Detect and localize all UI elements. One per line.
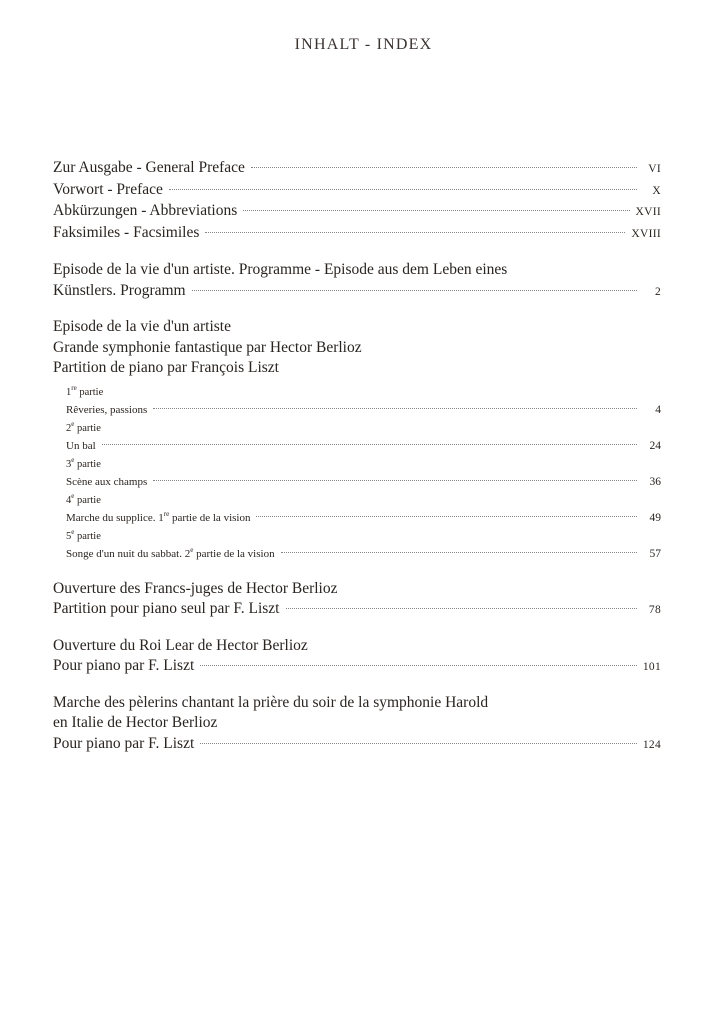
toc-entry-label: Rêveries, passions <box>66 403 148 416</box>
part-ordinal: e <box>71 491 75 500</box>
part-heading <box>66 385 661 401</box>
dot-leader <box>200 665 637 666</box>
dot-leader <box>205 232 625 233</box>
toc-section-harold <box>53 693 661 756</box>
dot-leader <box>251 167 637 168</box>
toc-entry-heading: Ouverture du Roi Lear de Hector Berlioz <box>53 636 308 654</box>
label-ordinal: e <box>190 545 194 554</box>
part-heading <box>66 493 661 509</box>
part-number: 3 <box>66 458 72 470</box>
label-text: partie de la vision <box>169 511 251 524</box>
dot-leader <box>102 444 637 445</box>
toc-entry-label: Vorwort - Preface <box>53 180 163 198</box>
toc-entry-heading: en Italie de Hector Berlioz <box>53 714 218 731</box>
label-text: Marche du supplice. 1 <box>66 511 164 524</box>
toc-entry-scene-aux-champs[interactable] <box>66 473 661 492</box>
toc-part-1 <box>66 385 661 420</box>
toc-entry-programm[interactable] <box>53 281 661 303</box>
toc-page-number: XVII <box>635 206 661 218</box>
toc-page-number: 4 <box>655 403 661 416</box>
dot-leader <box>200 743 637 744</box>
toc-part-2 <box>66 421 661 456</box>
toc-entry-abbreviations[interactable] <box>53 201 661 223</box>
toc-entry-label: Pour piano par F. Liszt <box>53 734 195 752</box>
toc-entry-heading: Grande symphonie fantastique par Hector Berlioz <box>53 338 362 356</box>
toc-entry-label <box>66 545 275 564</box>
toc-entry-heading: Ouverture des Francs-juges de Hector Berlioz <box>53 579 338 597</box>
label-text: partie de la vision <box>193 547 275 560</box>
part-word: partie <box>79 386 104 398</box>
toc-page-number: 36 <box>649 475 661 488</box>
toc-entry-label: Zur Ausgabe - General Preface <box>53 159 245 176</box>
part-ordinal: e <box>71 455 75 464</box>
toc-page-number: 57 <box>649 547 661 560</box>
toc-entry-un-bal[interactable] <box>66 437 661 456</box>
toc-page-number: VI <box>648 163 661 175</box>
dot-leader <box>281 552 637 553</box>
part-heading <box>66 529 661 545</box>
toc-entry-francs-juges[interactable] <box>53 599 661 621</box>
toc-parts-list <box>53 385 661 564</box>
toc-entry-label <box>66 509 250 528</box>
toc-entry-harold[interactable] <box>53 734 661 756</box>
dot-leader <box>169 189 637 190</box>
toc-entry-general-preface[interactable] <box>53 158 661 180</box>
toc-section-francs-juges <box>53 579 661 621</box>
toc-entry-label: Faksimiles - Facsimiles <box>53 223 200 241</box>
toc-entry-marche-du-supplice[interactable] <box>66 509 661 528</box>
toc-part-4 <box>66 493 661 528</box>
part-number: 5 <box>66 530 72 542</box>
toc-entry-label: Partition pour piano seul par F. Liszt <box>53 600 280 617</box>
toc-page-number: 78 <box>648 604 661 616</box>
toc-entry-reveries[interactable] <box>66 401 661 420</box>
dot-leader <box>286 608 638 609</box>
toc-page-number: 101 <box>642 661 661 673</box>
toc-entry-roi-lear[interactable] <box>53 656 661 678</box>
label-text: Songe d'un nuit du sabbat. 2 <box>66 547 191 560</box>
toc-page-number: XVIII <box>631 227 661 240</box>
toc-entry-heading: Episode de la vie d'un artiste <box>53 318 231 335</box>
part-heading <box>66 457 661 473</box>
toc-entry-label: Un bal <box>66 439 96 452</box>
dot-leader <box>192 290 637 291</box>
toc-section-roi-lear <box>53 636 661 678</box>
part-word: partie <box>76 494 101 506</box>
label-ordinal: re <box>163 509 170 518</box>
toc-section-programme <box>53 260 661 302</box>
toc-page-number: 124 <box>642 738 661 751</box>
dot-leader <box>243 210 629 211</box>
part-number: 2 <box>66 422 72 434</box>
part-heading <box>66 421 661 437</box>
toc-page-number: 2 <box>654 285 661 298</box>
part-word: partie <box>76 530 101 542</box>
dot-leader <box>256 516 637 517</box>
page-title: INHALT - INDEX <box>294 36 433 53</box>
toc-part-5 <box>66 529 661 564</box>
toc-part-3 <box>66 457 661 492</box>
toc-section-symphonie <box>53 317 661 564</box>
part-number: 1 <box>66 386 72 398</box>
part-ordinal: e <box>71 419 75 428</box>
part-number: 4 <box>66 494 72 506</box>
toc-entry-heading: Marche des pèlerins chantant la prière du soir de la symphonie Harold <box>53 693 489 711</box>
toc-entry-preface[interactable] <box>53 180 661 202</box>
part-ordinal: re <box>71 383 77 392</box>
toc-entry-heading: Partition de piano par François Liszt <box>53 359 279 376</box>
toc-entry-songe-sabbat[interactable] <box>66 545 661 564</box>
toc-entry-heading: Episode de la vie d'un artiste. Programme - Episode aus dem Leben eines <box>53 261 508 278</box>
toc-page-number: X <box>652 184 661 197</box>
toc-entry-label: Pour piano par F. Liszt <box>53 657 195 674</box>
dot-leader <box>153 480 637 481</box>
table-of-contents <box>53 158 661 755</box>
part-word: partie <box>76 458 101 470</box>
toc-entry-label: Künstlers. Programm <box>53 281 186 299</box>
toc-page-number: 24 <box>649 439 661 452</box>
toc-entry-label: Abkürzungen - Abbreviations <box>53 202 238 219</box>
dot-leader <box>153 408 637 409</box>
toc-entry-facsimiles[interactable] <box>53 223 661 245</box>
part-ordinal: e <box>71 527 75 536</box>
toc-entry-label: Scène aux champs <box>66 475 148 488</box>
part-word: partie <box>76 422 101 434</box>
toc-page-number: 49 <box>649 511 661 524</box>
